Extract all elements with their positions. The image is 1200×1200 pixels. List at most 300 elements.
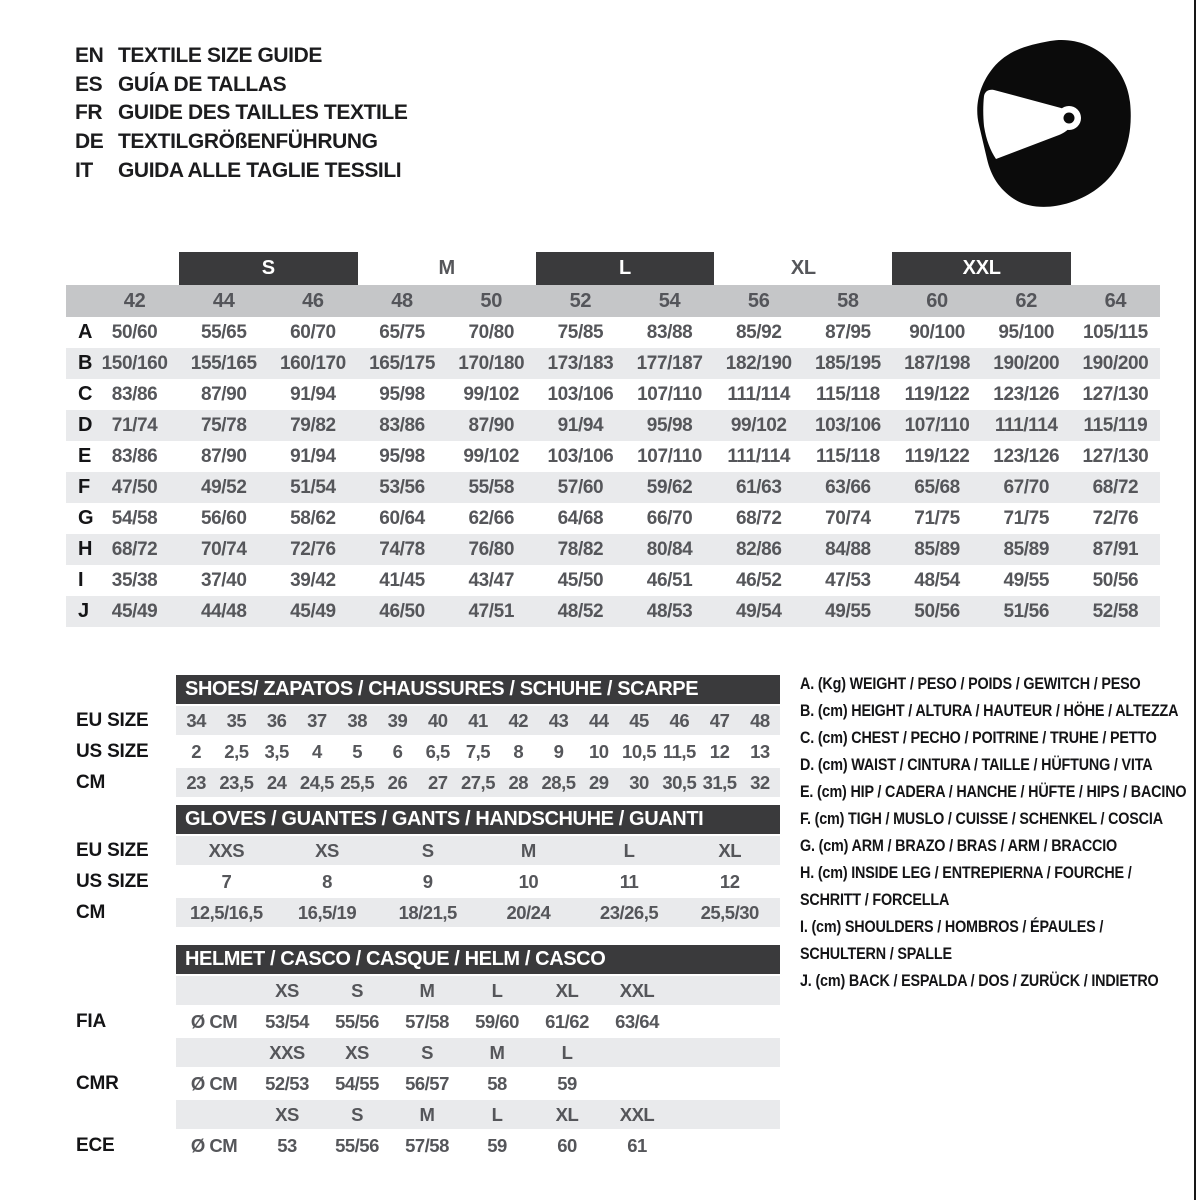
strip-cell: 45 xyxy=(629,709,649,731)
size-cell: 71/75 xyxy=(1003,507,1050,529)
helmet-value-cell: 59 xyxy=(487,1134,507,1156)
strip-cell: 36 xyxy=(266,709,287,731)
measurement-legend xyxy=(800,671,1192,995)
helmet-size-cell: M xyxy=(489,1041,505,1063)
helmet-value-cell: 53/54 xyxy=(265,1010,309,1032)
size-cell: 90/100 xyxy=(909,321,965,343)
helmet-size-cell: XS xyxy=(345,1041,369,1063)
size-cell: 111/114 xyxy=(727,445,791,467)
numeric-size-band xyxy=(66,285,1160,317)
size-cell: 95/98 xyxy=(379,445,425,467)
strip-cell: 9 xyxy=(422,870,433,892)
numeric-size-cell: 42 xyxy=(123,289,146,312)
helmet-icon xyxy=(976,38,1136,210)
strip-cell: 12 xyxy=(709,740,730,762)
numeric-size-cell: 50 xyxy=(480,289,503,312)
gloves-strip xyxy=(176,898,780,927)
size-cell: 185/195 xyxy=(814,352,881,374)
row-label-spacer xyxy=(66,1038,176,1067)
row-label: EU SIZE xyxy=(76,839,149,861)
legend-item: C. (cm) CHEST / PECHO / POITRINE / TRUHE / PETTO xyxy=(800,729,1157,747)
size-cell: 115/118 xyxy=(816,445,880,467)
numeric-size-cell: 44 xyxy=(212,289,235,312)
helmet-size-cell: S xyxy=(351,1103,363,1125)
size-row-g xyxy=(66,503,1160,534)
visor-pivot-dot xyxy=(1064,113,1075,124)
textile-size-rows xyxy=(66,317,1160,627)
row-label: D xyxy=(78,414,93,436)
helmet-size-cell: L xyxy=(491,1103,503,1125)
size-cell: 44/48 xyxy=(200,600,247,622)
size-cell: 65/75 xyxy=(379,321,425,343)
helmet-size-header-row xyxy=(66,976,780,1005)
row-label: H xyxy=(78,538,93,560)
size-cell: 51/56 xyxy=(1003,600,1050,622)
helmet-size-cell: L xyxy=(561,1041,573,1063)
size-cell: 48/54 xyxy=(914,569,960,591)
helmet-value-cell: 53 xyxy=(277,1134,297,1156)
row-label: F xyxy=(78,476,91,498)
size-cell: 45/49 xyxy=(111,600,158,622)
strip-cell: 40 xyxy=(427,709,448,731)
size-cell: 58/62 xyxy=(290,507,336,529)
size-cell: 68/72 xyxy=(1092,476,1139,498)
strip-cell: 43 xyxy=(548,709,569,731)
size-cell: 79/82 xyxy=(290,414,336,436)
helmet-size-cell: XXL xyxy=(619,1103,655,1125)
size-cell: 71/75 xyxy=(914,507,960,529)
size-cell: 165/175 xyxy=(369,352,436,374)
size-cell: 67/70 xyxy=(1003,476,1050,498)
size-cell: 59/62 xyxy=(646,476,693,498)
language-row xyxy=(75,99,407,128)
row-label: EU SIZE xyxy=(76,709,149,731)
size-cell: 65/68 xyxy=(914,476,960,498)
legend-item: J. (cm) BACK / ESPALDA / DOS / ZURÜCK / INDIETRO xyxy=(800,972,1159,990)
numeric-size-cell: 52 xyxy=(569,289,592,312)
strip-cell: 5 xyxy=(352,740,363,762)
size-cell: 190/200 xyxy=(993,352,1060,374)
language-title: TEXTILE SIZE GUIDE xyxy=(118,44,322,68)
size-cell: 47/50 xyxy=(111,476,158,498)
size-row-b xyxy=(66,348,1160,379)
strip-cell: 28,5 xyxy=(541,771,576,793)
helmet-size-cell: L xyxy=(491,979,503,1001)
size-cell: 87/90 xyxy=(200,445,247,467)
numeric-size-cell: 62 xyxy=(1015,289,1038,312)
strip-cell: 25,5/30 xyxy=(700,901,759,923)
language-title-list xyxy=(75,42,407,185)
numeric-size-cell: 54 xyxy=(658,289,681,312)
strip-cell: 41 xyxy=(468,709,488,731)
size-cell: 83/86 xyxy=(379,414,425,436)
helmet-size-cell: M xyxy=(419,979,435,1001)
numeric-size-cell: 46 xyxy=(302,289,324,312)
size-cell: 78/82 xyxy=(557,538,604,560)
legend-item: B. (cm) HEIGHT / ALTURA / HAUTEUR / HÖHE / ALTEZZA xyxy=(800,702,1179,720)
textile-size-table xyxy=(66,252,1160,627)
helmet-value-cell: 52/53 xyxy=(265,1072,309,1094)
size-cell: 49/55 xyxy=(1003,569,1050,591)
row-label: A xyxy=(78,321,93,343)
strip-cell: L xyxy=(623,839,635,861)
helmet-size-cell: XL xyxy=(555,979,579,1001)
helmet-size-cell: S xyxy=(351,979,363,1001)
gloves-row xyxy=(66,867,780,896)
strip-cell: 30,5 xyxy=(662,771,697,793)
numeric-size-cell: 64 xyxy=(1104,289,1127,312)
row-label-spacer xyxy=(66,1100,176,1129)
size-row-f xyxy=(66,472,1160,503)
helmet-table-rows xyxy=(66,976,780,1160)
size-cell: 119/122 xyxy=(904,383,970,405)
helmet-value-cell: 59 xyxy=(557,1072,577,1094)
size-cell: 47/51 xyxy=(468,600,515,622)
row-label: US SIZE xyxy=(76,870,149,892)
strip-cell: 32 xyxy=(750,771,770,793)
row-label: US SIZE xyxy=(76,740,149,762)
strip-cell: 42 xyxy=(508,709,529,731)
size-cell: 85/89 xyxy=(1003,538,1050,560)
strip-cell: 8 xyxy=(322,870,332,892)
helmet-size-cell: XXS xyxy=(269,1041,305,1063)
strip-cell: 27 xyxy=(427,771,448,793)
size-cell: 41/45 xyxy=(379,569,425,591)
size-cell: 95/100 xyxy=(998,321,1055,343)
size-row-e xyxy=(66,441,1160,472)
size-cell: 76/80 xyxy=(468,538,515,560)
helmet-size-cell: XXL xyxy=(619,979,655,1001)
shoes-row xyxy=(66,737,780,766)
size-cell: 123/126 xyxy=(993,445,1060,467)
size-cell: 68/72 xyxy=(735,507,782,529)
strip-cell: 2 xyxy=(191,740,202,762)
shoes-strip xyxy=(176,706,780,735)
helmet-value-cell: 61 xyxy=(627,1134,647,1156)
size-cell: 91/94 xyxy=(290,383,336,405)
size-cell: 83/88 xyxy=(646,321,693,343)
strip-cell: 23/26,5 xyxy=(599,901,659,923)
strip-cell: 9 xyxy=(553,740,564,762)
size-cell: 70/80 xyxy=(468,321,515,343)
helmet-value-cell: 61/62 xyxy=(545,1010,589,1032)
helmet-standard-row-ece xyxy=(66,1131,780,1160)
row-label: E xyxy=(78,445,92,467)
size-cell: 72/76 xyxy=(290,538,336,560)
size-cell: 46/51 xyxy=(646,569,693,591)
size-cell: 91/94 xyxy=(557,414,604,436)
size-cell: 61/63 xyxy=(735,476,782,498)
size-cell: 45/49 xyxy=(290,600,336,622)
size-cell: 111/114 xyxy=(994,414,1058,436)
unit-cell: Ø CM xyxy=(190,1072,238,1094)
strip-cell: 30 xyxy=(629,771,649,793)
helmet-size-cell: M xyxy=(419,1103,435,1125)
helmet-size-header-row xyxy=(66,1100,780,1129)
strip-cell: 4 xyxy=(312,740,322,762)
size-cell: 54/58 xyxy=(111,507,158,529)
strip-cell: 38 xyxy=(347,709,367,731)
strip-cell: 2,5 xyxy=(224,740,249,762)
size-cell: 53/56 xyxy=(379,476,425,498)
size-cell: 99/102 xyxy=(730,414,787,436)
size-cell: 155/165 xyxy=(190,352,257,374)
size-cell: 49/52 xyxy=(200,476,247,498)
size-cell: 56/60 xyxy=(200,507,247,529)
strip-cell: 24 xyxy=(266,771,287,793)
row-label: FIA xyxy=(76,1010,107,1032)
size-row-d xyxy=(66,410,1160,441)
language-title: GUÍA DE TALLAS xyxy=(118,72,287,96)
helmet-size-cell: XL xyxy=(555,1103,579,1125)
size-cell: 87/90 xyxy=(200,383,247,405)
strip-cell: 11 xyxy=(619,870,639,892)
size-cell: 177/187 xyxy=(636,352,703,374)
size-cell: 64/68 xyxy=(557,507,604,529)
language-row xyxy=(75,156,407,185)
size-group-s: S xyxy=(179,252,357,285)
size-cell: 52/58 xyxy=(1092,600,1139,622)
strip-cell: 7 xyxy=(221,870,232,892)
size-row-a xyxy=(66,317,1160,348)
size-cell: 55/58 xyxy=(468,476,515,498)
size-cell: 71/74 xyxy=(111,414,158,436)
strip-cell: 10,5 xyxy=(622,740,657,762)
row-label: CM xyxy=(76,771,106,793)
size-cell: 80/84 xyxy=(646,538,693,560)
row-label-spacer xyxy=(66,976,176,1005)
size-group-header-row xyxy=(66,252,1160,285)
gloves-row xyxy=(66,836,780,865)
row-label: B xyxy=(78,352,93,374)
helmet-size-cell: XS xyxy=(275,979,299,1001)
strip-cell: 12,5/16,5 xyxy=(190,901,263,923)
language-code: ES xyxy=(75,72,103,96)
legend-item: A. (Kg) WEIGHT / PESO / POIDS / GEWITCH / PESO xyxy=(800,675,1141,693)
strip-cell: 44 xyxy=(589,709,609,731)
helmet-size-cell: XS xyxy=(275,1103,299,1125)
size-cell: 50/56 xyxy=(914,600,960,622)
size-cell: 123/126 xyxy=(993,383,1060,405)
strip-cell: 8 xyxy=(513,740,524,762)
size-cell: 115/119 xyxy=(1083,414,1148,436)
size-group-xl: XL xyxy=(790,257,816,279)
strip-cell: 13 xyxy=(750,740,770,762)
size-cell: 83/86 xyxy=(111,445,158,467)
size-cell: 74/78 xyxy=(379,538,425,560)
helmet-value-cell: 57/58 xyxy=(405,1134,449,1156)
helmet-value-cell: 56/57 xyxy=(405,1072,449,1094)
size-cell: 35/38 xyxy=(111,569,158,591)
helmet-value-cell: 57/58 xyxy=(405,1010,449,1032)
size-cell: 60/64 xyxy=(379,507,425,529)
numeric-size-cell: 60 xyxy=(926,289,948,312)
strip-cell: 6 xyxy=(392,740,403,762)
gloves-table-rows xyxy=(66,836,780,927)
language-row xyxy=(75,128,407,157)
size-cell: 127/130 xyxy=(1082,445,1149,467)
shoes-strip xyxy=(176,768,780,797)
size-group-m: M xyxy=(438,257,455,279)
strip-cell: 18/21,5 xyxy=(398,901,457,923)
row-label: CMR xyxy=(76,1072,119,1094)
strip-cell: 11,5 xyxy=(662,740,696,762)
size-cell: 50/56 xyxy=(1092,569,1139,591)
helmet-value-cell: 59/60 xyxy=(475,1010,519,1032)
helmet-value-cell: 55/56 xyxy=(335,1134,379,1156)
size-cell: 66/70 xyxy=(646,507,693,529)
helmet-value-strip xyxy=(176,1069,780,1098)
size-cell: 75/78 xyxy=(200,414,247,436)
size-cell: 63/66 xyxy=(825,476,871,498)
strip-cell: 46 xyxy=(669,709,690,731)
size-cell: 49/55 xyxy=(825,600,871,622)
strip-cell: 35 xyxy=(226,709,247,731)
size-cell: 46/50 xyxy=(379,600,425,622)
strip-cell: 31,5 xyxy=(702,771,737,793)
language-row xyxy=(75,42,407,71)
size-cell: 39/42 xyxy=(290,569,336,591)
size-cell: 111/114 xyxy=(727,383,791,405)
size-cell: 150/160 xyxy=(101,352,168,374)
helmet-size-header-strip xyxy=(176,1038,780,1067)
size-cell: 103/106 xyxy=(547,383,614,405)
size-group-l: L xyxy=(536,252,714,285)
numeric-size-cell: 56 xyxy=(747,289,770,312)
size-cell: 37/40 xyxy=(200,569,247,591)
helmet-value-cell: 58 xyxy=(487,1072,507,1094)
size-cell: 49/54 xyxy=(735,600,782,622)
size-cell: 95/98 xyxy=(379,383,425,405)
language-code: DE xyxy=(75,130,104,154)
size-cell: 72/76 xyxy=(1092,507,1139,529)
language-title: TEXTILGRÖßENFÜHRUNG xyxy=(118,130,378,154)
strip-cell: 37 xyxy=(307,709,327,731)
row-label: G xyxy=(78,507,94,529)
size-cell: 91/94 xyxy=(290,445,336,467)
size-cell: 83/86 xyxy=(111,383,158,405)
shoes-row xyxy=(66,706,780,735)
legend-item: F. (cm) TIGH / MUSLO / CUISSE / SCHENKEL / COSCIA xyxy=(800,810,1163,828)
size-cell: 68/72 xyxy=(111,538,158,560)
size-cell: 187/198 xyxy=(904,352,971,374)
helmet-size-table xyxy=(66,945,780,1160)
strip-cell: 6,5 xyxy=(425,740,450,762)
size-cell: 84/88 xyxy=(825,538,871,560)
helmet-size-header-strip xyxy=(176,976,780,1005)
strip-cell: 3,5 xyxy=(264,740,289,762)
size-cell: 85/92 xyxy=(735,321,782,343)
strip-cell: 26 xyxy=(387,771,408,793)
size-cell: 55/65 xyxy=(200,321,247,343)
strip-cell: 23,5 xyxy=(219,771,254,793)
shoes-strip xyxy=(176,737,780,766)
size-cell: 62/66 xyxy=(468,507,515,529)
legend-item: I. (cm) SHOULDERS / HOMBROS / ÉPAULES / SCHULTERN / SPALLE xyxy=(800,918,1104,963)
helmet-value-strip xyxy=(176,1007,780,1036)
language-code: IT xyxy=(75,158,93,182)
gloves-strip xyxy=(176,836,780,865)
size-cell: 160/170 xyxy=(279,352,346,374)
strip-cell: 10 xyxy=(589,740,609,762)
row-label: J xyxy=(78,600,90,622)
helmet-table-title-bar: HELMET / CASCO / CASQUE / HELM / CASCO xyxy=(176,945,780,974)
language-code: FR xyxy=(75,101,103,125)
helmet-size-cell: S xyxy=(421,1041,433,1063)
legend-item: H. (cm) INSIDE LEG / ENTREPIERNA / FOURCHE / SCHRITT / FORCELLA xyxy=(800,864,1132,909)
helmet-value-strip xyxy=(176,1131,780,1160)
right-edge-line xyxy=(1194,0,1196,1200)
strip-cell: 34 xyxy=(186,709,206,731)
size-cell: 115/118 xyxy=(816,383,880,405)
size-cell: 50/60 xyxy=(111,321,158,343)
language-row xyxy=(75,71,407,100)
gloves-strip xyxy=(176,867,780,896)
row-label: ECE xyxy=(76,1134,115,1156)
size-cell: 70/74 xyxy=(200,538,247,560)
strip-cell: 39 xyxy=(387,709,408,731)
size-cell: 99/102 xyxy=(463,383,520,405)
helmet-value-cell: 54/55 xyxy=(335,1072,379,1094)
row-label: C xyxy=(78,383,93,405)
size-cell: 107/110 xyxy=(637,445,702,467)
size-cell: 48/52 xyxy=(557,600,604,622)
strip-cell: 47 xyxy=(709,709,730,731)
shoes-table-rows xyxy=(66,706,780,797)
strip-cell: 29 xyxy=(589,771,609,793)
size-cell: 60/70 xyxy=(290,321,336,343)
helmet-standard-row-cmr xyxy=(66,1069,780,1098)
unit-cell: Ø CM xyxy=(190,1134,238,1156)
strip-cell: 48 xyxy=(750,709,770,731)
size-cell: 107/110 xyxy=(637,383,702,405)
size-cell: 43/47 xyxy=(468,569,515,591)
gloves-table-title-bar: GLOVES / GUANTES / GANTS / HANDSCHUHE / GUANTI xyxy=(176,805,780,834)
size-cell: 87/91 xyxy=(1092,538,1139,560)
shoes-table-title-bar: SHOES/ ZAPATOS / CHAUSSURES / SCHUHE / SCARPE xyxy=(176,675,780,704)
legend-item: D. (cm) WAIST / CINTURA / TAILLE / HÜFTUNG / VITA xyxy=(800,756,1153,774)
helmet-standard-row-fia xyxy=(66,1007,780,1036)
size-cell: 82/86 xyxy=(735,538,782,560)
language-title: GUIDA ALLE TAGLIE TESSILI xyxy=(118,158,402,182)
strip-cell: 7,5 xyxy=(465,740,491,762)
strip-cell: 20/24 xyxy=(506,901,551,923)
helmet-value-cell: 63/64 xyxy=(615,1010,659,1032)
size-cell: 105/115 xyxy=(1082,321,1148,343)
strip-cell: 12 xyxy=(719,870,740,892)
language-code: EN xyxy=(75,44,104,68)
size-row-i xyxy=(66,565,1160,596)
size-cell: 85/89 xyxy=(914,538,960,560)
strip-cell: M xyxy=(520,839,536,861)
size-cell: 51/54 xyxy=(290,476,336,498)
strip-cell: 24,5 xyxy=(299,771,334,793)
numeric-size-cell: 58 xyxy=(837,289,859,312)
numeric-size-cell: 48 xyxy=(391,289,413,312)
strip-cell: 16,5/19 xyxy=(297,901,357,923)
row-label: CM xyxy=(76,901,106,923)
size-cell: 46/52 xyxy=(735,569,782,591)
strip-cell: 23 xyxy=(186,771,206,793)
size-cell: 99/102 xyxy=(463,445,520,467)
legend-item: E. (cm) HIP / CADERA / HANCHE / HÜFTE / HIPS / BACINO xyxy=(800,783,1187,801)
strip-cell: XXS xyxy=(208,839,245,861)
size-cell: 170/180 xyxy=(458,352,525,374)
helmet-size-header-row xyxy=(66,1038,780,1067)
strip-cell: 27,5 xyxy=(460,771,495,793)
shoes-row xyxy=(66,768,780,797)
size-row-c xyxy=(66,379,1160,410)
